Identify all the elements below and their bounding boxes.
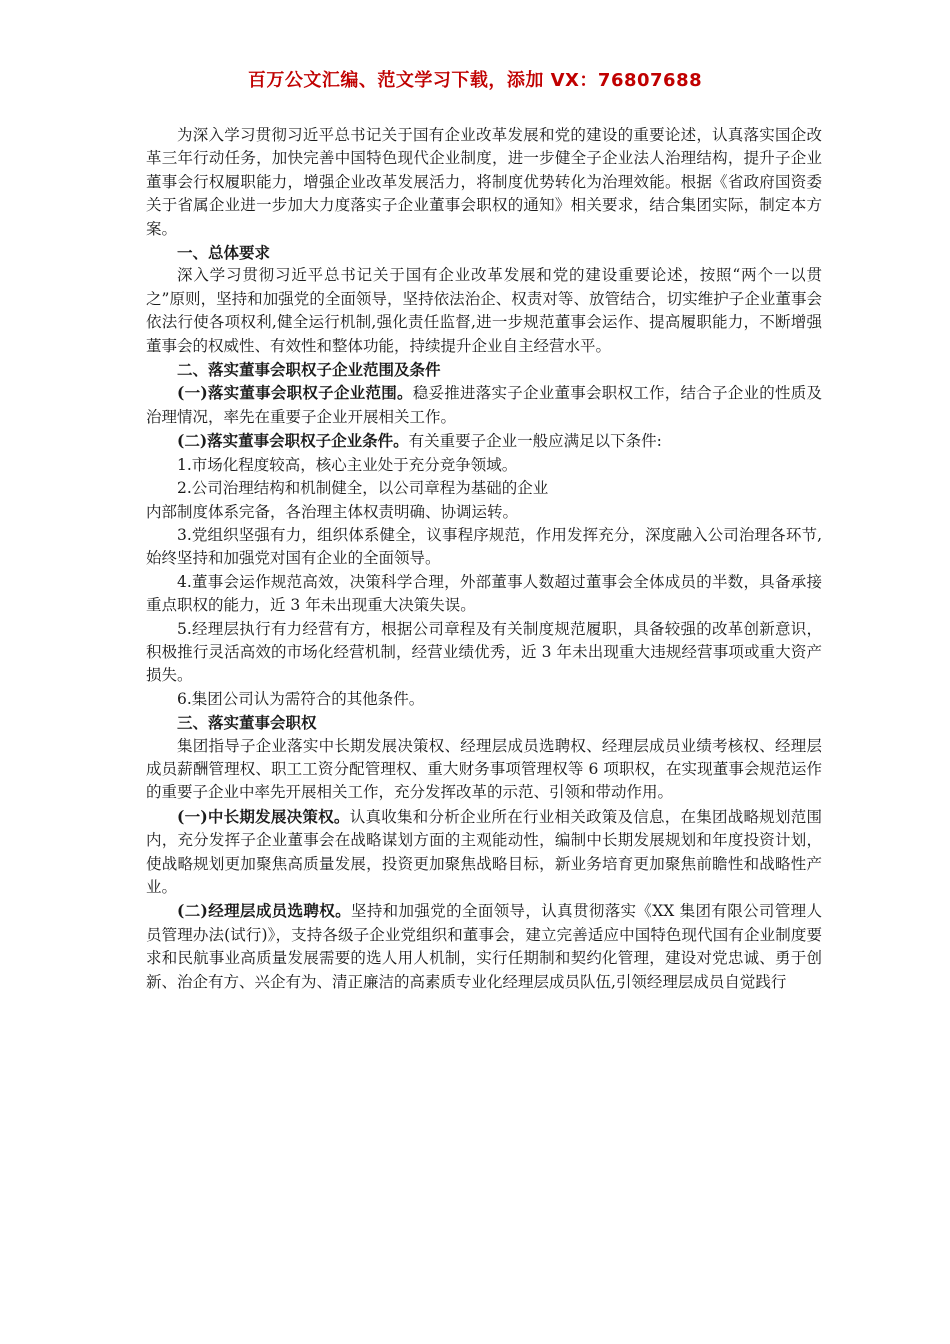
section-3-paragraph: 集团指导子企业落实中长期发展决策权、经理层成员选聘权、经理层成员业绩考核权、经理层成员薪酬管理权、职工工资分配管理权、重大财务事项管理权等 6 项职权，在实现董事会规范运作的重要子企业中率先开展相关工作，充分发挥改革的示范、引领和带动作用。 [146,736,822,802]
section-2-item-2 [146,429,822,453]
condition-5: 5.经理层执行有力经营有方，根据公司章程及有关制度规范履职，具备较强的改革创新意识，积极推行灵活高效的市场化经营机制，经营业绩优秀，近 3 年未出现重大违规经营事项或重大资产损失。 [146,619,822,685]
section-2-heading: 二、落实董事会职权子企业范围及条件 [177,360,441,380]
section-3-item-1-body: 认真收集和分析企业所在行业相关政策及信息，在集团战略规划范围内，充分发挥子企业董事会在战略谋划方面的主观能动性，编制中长期发展规划和年度投资计划，使战略规划更加聚焦高质量发展，投资更加聚焦战略目标，新业务培育更加聚焦前瞻性和战略性产业。 [146,807,822,896]
section-2-item-1 [146,381,822,429]
section-3-item-1 [146,805,822,900]
section-1-paragraph: 深入学习贯彻习近平总书记关于国有企业改革发展和党的建设重要论述，按照“两个一以贯之”原则，坚持和加强党的全面领导，坚持依法治企、权责对等、放管结合，切实维护子企业董事会依法行使各项权利,健全运行机制,强化责任监督,进一步规范董事会运作、提高履职能力，不断增强董事会的权威性、有效性和整体功能，持续提升企业自主经营水平。 [146,266,822,355]
section-2-item-1-title: (一)落实董事会职权子企业范围。 [177,383,413,403]
condition-4: 4.董事会运作规范高效，决策科学合理，外部董事人数超过董事会全体成员的半数，具备承接重点职权的能力，近 3 年未出现重大决策失误。 [146,572,822,615]
condition-2-line-1: 2.公司治理结构和机制健全，以公司章程为基础的企业 [177,479,549,498]
section-3-item-2-body: 坚持和加强党的全面领导，认真贯彻落实《XX 集团有限公司管理人员管理办法(试行)》，支持各级子企业党组织和董事会，建立完善适应中国特色现代国有企业制度要求和民航事业高质量发展需要的选人用人机制，实行任期制和契约化管理，建设对党忠诚、勇于创新、治企有方、兴企有为、清正廉洁的高素质专业化经理层成员队伍,引领经理层成员自觉践行 [146,902,822,991]
condition-1: 1.市场化程度较高，核心主业处于充分竞争领域。 [177,455,518,474]
section-3-item-2 [146,899,822,994]
section-1-heading: 一、总体要求 [177,243,271,263]
watermark-banner: 百万公文汇编、范文学习下载，添加 VX：76807688 [247,70,703,91]
section-2-item-1-body: 稳妥推进落实子企业董事会职权工作，结合子企业的性质及治理情况，率先在重要子企业开展相关工作。 [146,384,822,426]
section-2-item-2-title: (二)落实董事会职权子企业条件。 [177,431,409,451]
section-3-item-2-title: (二)经理层成员选聘权。 [177,901,351,921]
condition-2-line-2: 内部制度体系完备，各治理主体权责明确、协调运转。 [146,502,519,521]
condition-6: 6.集团公司认为需符合的其他条件。 [177,689,425,708]
section-3-heading: 三、落实董事会职权 [177,713,317,733]
section-2-item-2-body: 有关重要子企业一般应满足以下条件: [408,432,662,451]
condition-3: 3.党组织坚强有力，组织体系健全，议事程序规范，作用发挥充分，深度融入公司治理各环节,始终坚持和加强党对国有企业的全面领导。 [146,525,822,568]
section-3-item-1-title: (一)中长期发展决策权。 [177,806,350,826]
intro-paragraph: 为深入学习贯彻习近平总书记关于国有企业改革发展和党的建设的重要论述，认真落实国企改革三年行动任务，加快完善中国特色现代企业制度，进一步健全子企业法人治理结构，提升子企业董事会行权履职能力，增强企业改革发展活力，将制度优势转化为治理效能。根据《省政府国资委关于省属企业进一步加大力度落实子企业董事会职权的通知》相关要求，结合集团实际，制定本方案。 [146,126,822,238]
document-body [146,124,822,994]
